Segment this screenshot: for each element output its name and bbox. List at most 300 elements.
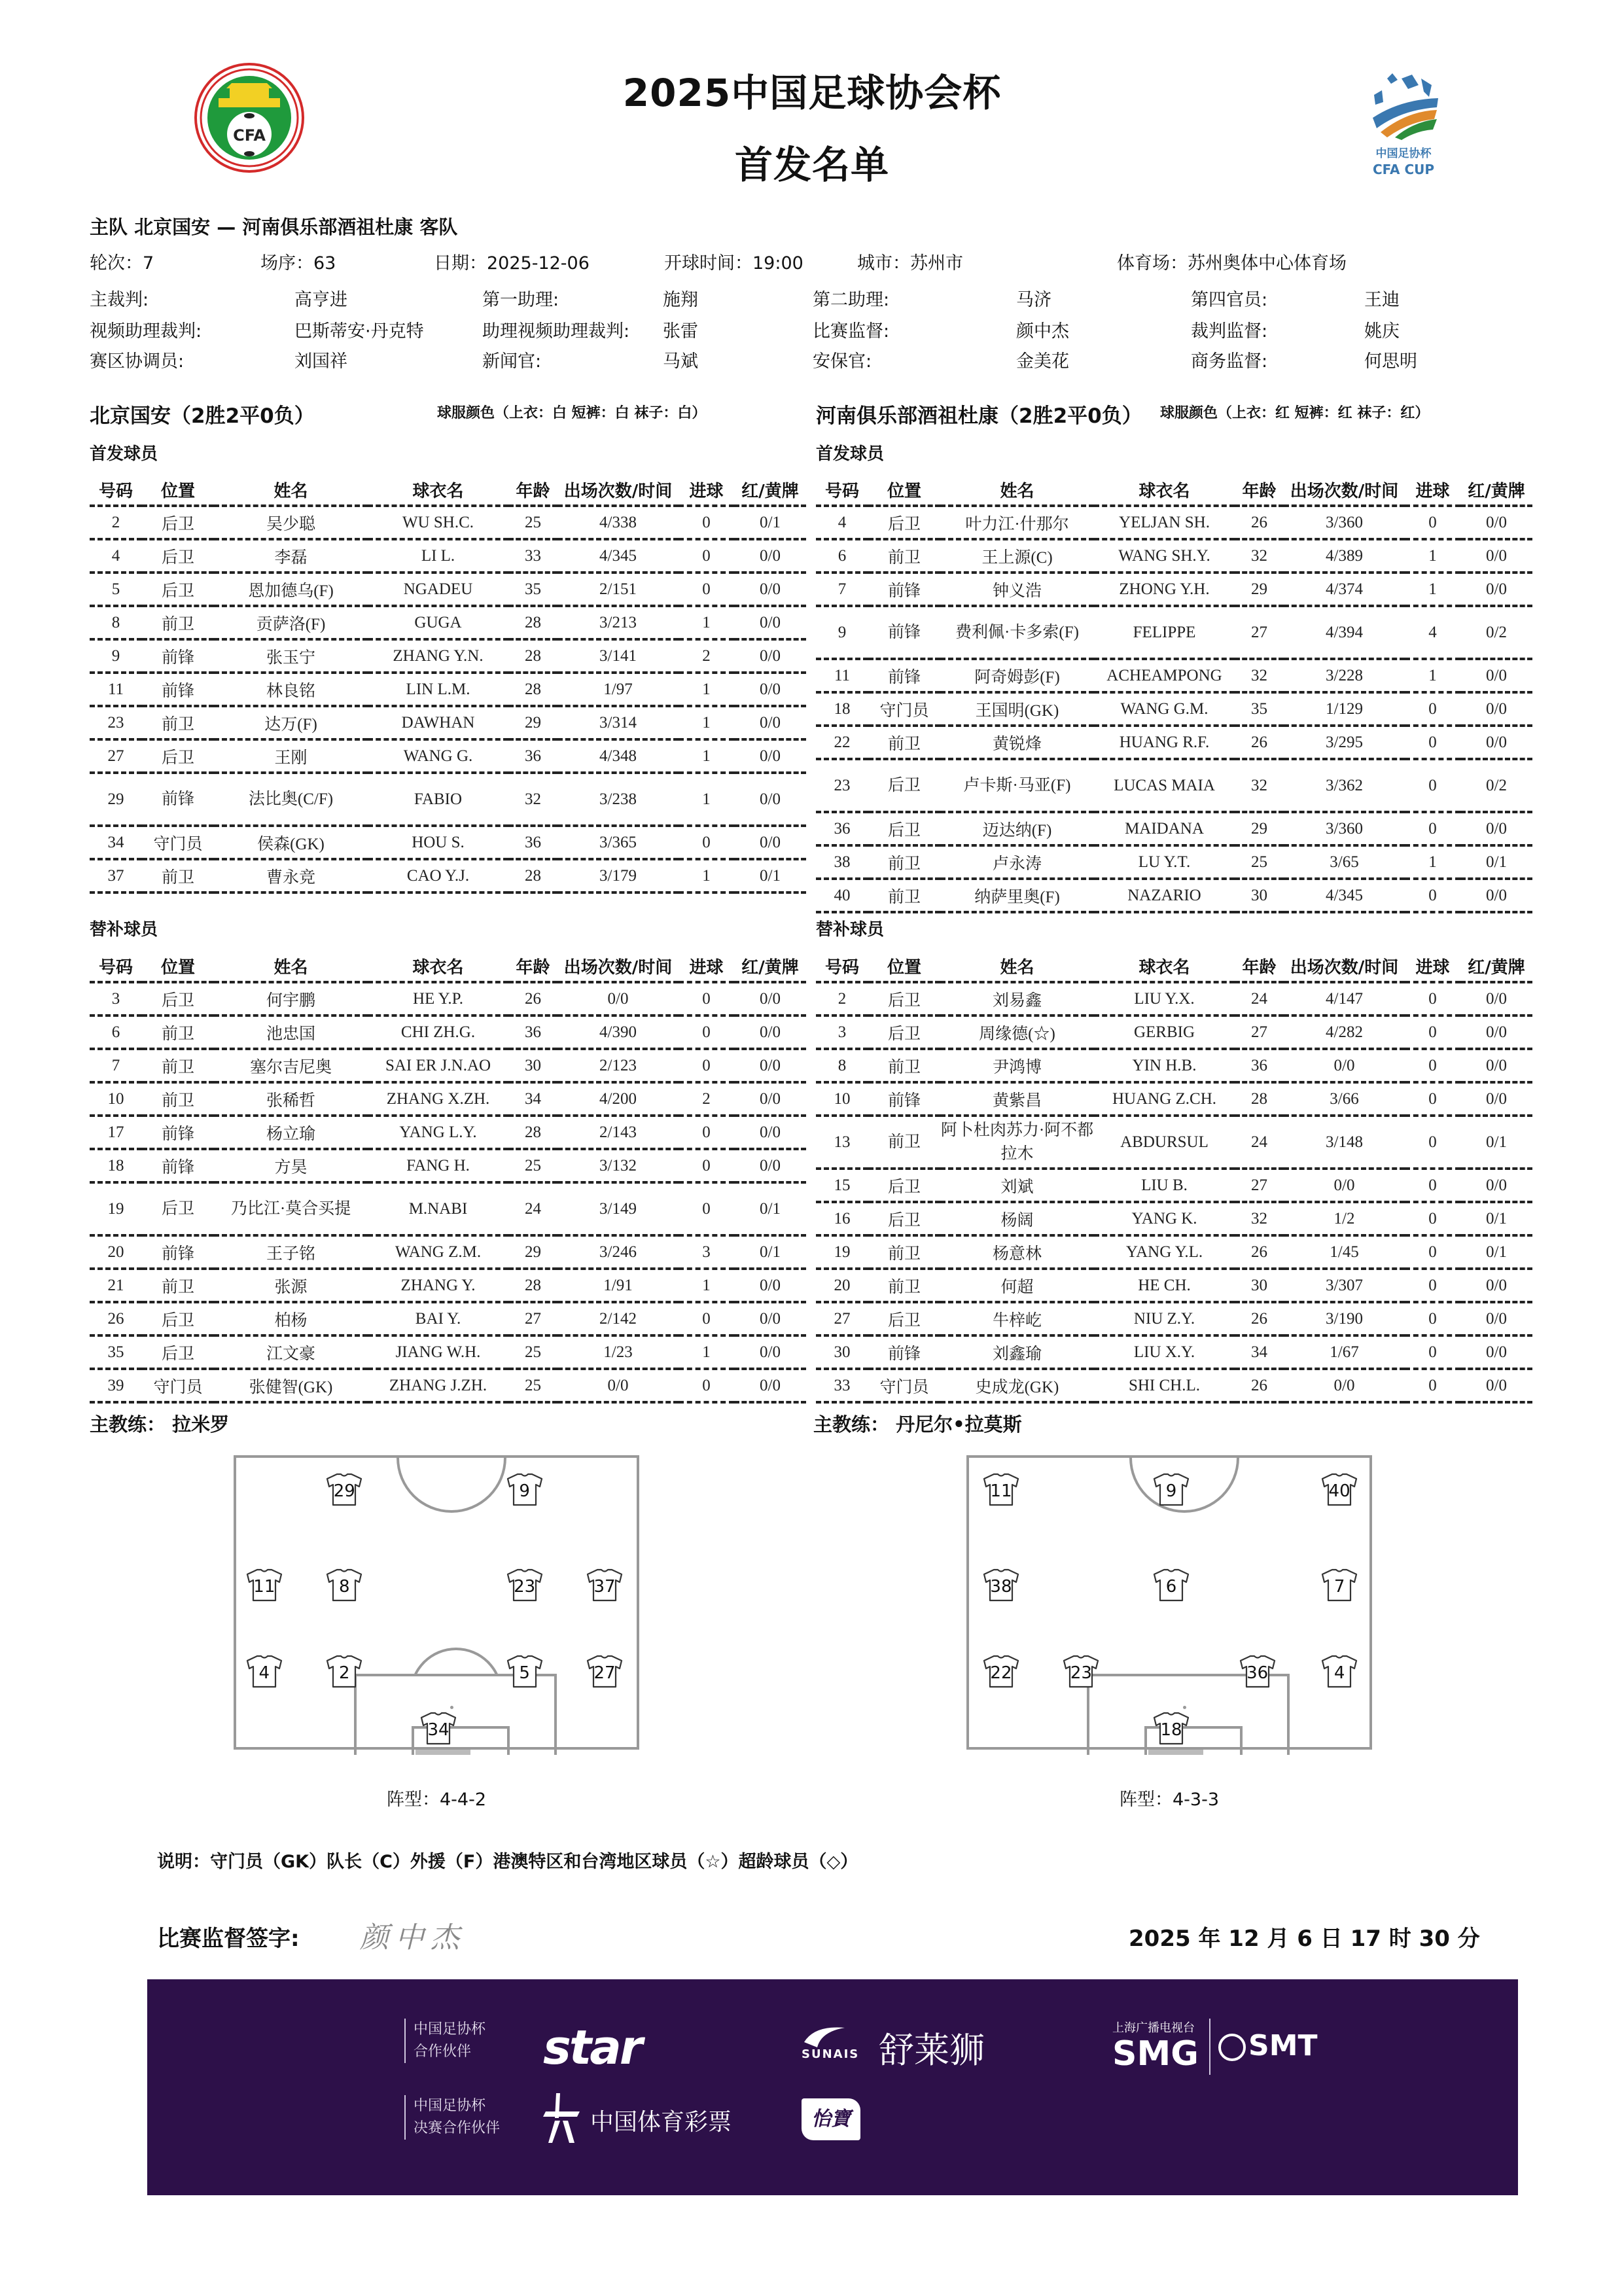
- table-cell: 0/0: [734, 673, 806, 706]
- table-cell: 30: [816, 1335, 868, 1369]
- table-row: [816, 539, 1532, 573]
- table-row: [90, 826, 806, 859]
- away-subs-table: [816, 951, 1532, 1404]
- table-cell: 4/348: [557, 739, 679, 773]
- table-cell: 0/0: [734, 573, 806, 606]
- away-starters-table: [816, 474, 1532, 913]
- table-cell: 0: [1405, 1049, 1460, 1082]
- table-row: [90, 639, 806, 673]
- table-cell: HOU S.: [368, 826, 508, 859]
- table-cell: 4/282: [1284, 1016, 1405, 1049]
- table-cell: 0/0: [734, 1302, 806, 1335]
- page-title: 2025中国足球协会杯: [622, 71, 1002, 115]
- table-cell: 1/23: [557, 1335, 679, 1369]
- table-cell: SAI ER J.N.AO: [368, 1049, 508, 1082]
- table-cell: 0: [1405, 1302, 1460, 1335]
- away-kit-colors: 球服颜色（上衣：红 短裤：红 袜子：红）: [1160, 405, 1430, 421]
- table-cell: 36: [508, 739, 557, 773]
- player-shirt-icon: [982, 1472, 1020, 1506]
- official-label: 第一助理:: [482, 290, 559, 310]
- official-value: 施翔: [663, 290, 698, 310]
- table-cell: 前卫: [142, 606, 214, 639]
- table-cell: 何宇鹏: [214, 982, 368, 1016]
- table-cell: 24: [1235, 982, 1284, 1016]
- table-cell: 3/149: [557, 1182, 679, 1235]
- table-cell: 0/0: [1460, 1049, 1532, 1082]
- table-row: [90, 1149, 806, 1182]
- table-cell: 前锋: [142, 673, 214, 706]
- table-cell: 30: [1235, 1269, 1284, 1302]
- official-label: 安保官:: [813, 351, 872, 372]
- table-cell: HE CH.: [1094, 1269, 1235, 1302]
- official-value: 刘国祥: [294, 351, 347, 372]
- table-cell: 2/151: [557, 573, 679, 606]
- table-cell: 5: [90, 573, 142, 606]
- table-cell: 2/142: [557, 1302, 679, 1335]
- table-cell: LIU X.Y.: [1094, 1335, 1235, 1369]
- column-header: 球衣名: [368, 951, 508, 982]
- table-cell: 2: [679, 1082, 734, 1116]
- player-shirt-icon: [245, 1568, 283, 1602]
- table-cell: 23: [90, 706, 142, 739]
- table-cell: 0: [1405, 1169, 1460, 1202]
- table-cell: 1: [679, 706, 734, 739]
- table-row: [90, 1302, 806, 1335]
- table-cell: 0: [1405, 1016, 1460, 1049]
- table-cell: 38: [816, 845, 868, 879]
- table-cell: 刘易鑫: [940, 982, 1094, 1016]
- table-cell: 0/0: [734, 739, 806, 773]
- table-cell: 3/190: [1284, 1302, 1405, 1335]
- table-row: [90, 1335, 806, 1369]
- table-cell: 0/0: [1460, 1369, 1532, 1402]
- table-cell: 0/1: [1460, 845, 1532, 879]
- table-cell: 后卫: [868, 982, 940, 1016]
- player-shirt-icon: [1152, 1472, 1190, 1506]
- column-header: 红/黄牌: [734, 474, 806, 506]
- table-cell: NAZARIO: [1094, 879, 1235, 912]
- table-cell: 0: [1405, 726, 1460, 759]
- table-cell: 前锋: [142, 1235, 214, 1269]
- table-cell: 0: [1405, 506, 1460, 539]
- table-cell: 8: [816, 1049, 868, 1082]
- table-header: [816, 951, 1532, 982]
- table-cell: 3/132: [557, 1149, 679, 1182]
- table-cell: 2: [816, 982, 868, 1016]
- city: 城市：苏州市: [857, 253, 963, 274]
- table-cell: 0/0: [1460, 1269, 1532, 1302]
- table-cell: 0/0: [734, 1149, 806, 1182]
- player-shirt-icon: [1152, 1711, 1190, 1745]
- table-cell: 26: [1235, 506, 1284, 539]
- match-number: 场序：63: [260, 253, 336, 274]
- official-value: 何思明: [1364, 351, 1417, 372]
- table-cell: 34: [90, 826, 142, 859]
- table-cell: YIN H.B.: [1094, 1049, 1235, 1082]
- player-shirt-icon: [1320, 1654, 1358, 1688]
- column-header: 红/黄牌: [1460, 951, 1532, 982]
- final-partner-label: [404, 2095, 500, 2140]
- table-cell: WANG SH.Y.: [1094, 539, 1235, 573]
- table-cell: LU Y.T.: [1094, 845, 1235, 879]
- table-cell: 后卫: [142, 506, 214, 539]
- home-starters-table: [90, 474, 806, 894]
- table-cell: WANG Z.M.: [368, 1235, 508, 1269]
- table-cell: 32: [1235, 539, 1284, 573]
- table-row: [816, 1369, 1532, 1402]
- sponsor-banner: [147, 1979, 1518, 2195]
- table-cell: 杨意林: [940, 1235, 1094, 1269]
- table-cell: 林良铭: [214, 673, 368, 706]
- table-cell: 张玉宁: [214, 639, 368, 673]
- table-cell: 4/345: [1284, 879, 1405, 912]
- table-row: [90, 859, 806, 892]
- table-cell: 2: [90, 506, 142, 539]
- table-cell: 17: [90, 1116, 142, 1149]
- player-number: 18: [1160, 1720, 1182, 1740]
- table-cell: LIU Y.X.: [1094, 982, 1235, 1016]
- table-cell: 前卫: [868, 726, 940, 759]
- player-number: 37: [593, 1576, 616, 1597]
- table-cell: 36: [508, 1016, 557, 1049]
- official-value: 巴斯蒂安·丹克特: [294, 321, 424, 342]
- table-cell: 0: [1405, 982, 1460, 1016]
- table-cell: M.NABI: [368, 1182, 508, 1235]
- table-cell: 28: [508, 859, 557, 892]
- table-cell: 9: [90, 639, 142, 673]
- column-header: 出场次数/时间: [557, 474, 679, 506]
- table-cell: 20: [816, 1269, 868, 1302]
- table-cell: 0/0: [1460, 506, 1532, 539]
- table-cell: 24: [508, 1182, 557, 1235]
- table-cell: 28: [508, 606, 557, 639]
- home-kit-colors: 球服颜色（上衣：白 短裤：白 袜子：白）: [437, 405, 707, 421]
- table-cell: ZHANG Y.: [368, 1269, 508, 1302]
- home-team-title: 北京国安（2胜2平0负）: [90, 404, 315, 428]
- table-cell: 27: [90, 739, 142, 773]
- divider: [1209, 2019, 1210, 2075]
- table-cell: 0/0: [734, 826, 806, 859]
- official-label: 主裁判:: [90, 290, 149, 310]
- table-cell: ACHEAMPONG: [1094, 659, 1235, 692]
- table-cell: ZHONG Y.H.: [1094, 573, 1235, 606]
- table-cell: 后卫: [142, 1182, 214, 1235]
- table-cell: 4/200: [557, 1082, 679, 1116]
- table-cell: 25: [1235, 845, 1284, 879]
- table-cell: 19: [90, 1182, 142, 1235]
- table-cell: 3/360: [1284, 812, 1405, 845]
- table-cell: 0: [679, 539, 734, 573]
- player-number: 11: [990, 1481, 1012, 1501]
- signature-datetime: 2025 年 12 月 6 日 17 时 30 分: [1129, 1926, 1480, 1952]
- table-cell: BAI Y.: [368, 1302, 508, 1335]
- table-cell: 0: [679, 1016, 734, 1049]
- player-shirt-icon: [982, 1654, 1020, 1688]
- table-cell: 前锋: [142, 639, 214, 673]
- table-cell: 28: [508, 1269, 557, 1302]
- table-cell: 3/213: [557, 606, 679, 639]
- column-header: 姓名: [940, 951, 1094, 982]
- table-cell: 32: [508, 773, 557, 826]
- table-cell: 江文豪: [214, 1335, 368, 1369]
- table-cell: 守门员: [868, 692, 940, 726]
- table-cell: 11: [816, 659, 868, 692]
- table-cell: 0: [1405, 1202, 1460, 1235]
- table-cell: 1: [679, 1335, 734, 1369]
- penalty-spot: [1183, 1706, 1186, 1709]
- player-number: 9: [1165, 1481, 1177, 1501]
- partner-label: [404, 2019, 485, 2063]
- table-cell: 1: [1405, 845, 1460, 879]
- column-header: 球衣名: [1094, 951, 1235, 982]
- table-cell: CAO Y.J.: [368, 859, 508, 892]
- table-cell: 吴少聪: [214, 506, 368, 539]
- table-cell: 13: [816, 1116, 868, 1169]
- table-cell: 前卫: [142, 859, 214, 892]
- table-row: [816, 1116, 1532, 1169]
- table-cell: 0/0: [734, 1369, 806, 1402]
- table-cell: FELIPPE: [1094, 606, 1235, 659]
- table-cell: 1: [679, 606, 734, 639]
- table-cell: 26: [508, 982, 557, 1016]
- table-cell: FANG H.: [368, 1149, 508, 1182]
- table-cell: 黄紫昌: [940, 1082, 1094, 1116]
- table-cell: 27: [816, 1302, 868, 1335]
- table-cell: 前锋: [868, 659, 940, 692]
- table-cell: LUCAS MAIA: [1094, 759, 1235, 812]
- table-cell: 池忠国: [214, 1016, 368, 1049]
- table-cell: 32: [1235, 659, 1284, 692]
- table-cell: 25: [508, 1335, 557, 1369]
- table-cell: 25: [508, 1149, 557, 1182]
- table-cell: 前卫: [868, 879, 940, 912]
- table-cell: 前卫: [868, 1269, 940, 1302]
- table-cell: JIANG W.H.: [368, 1335, 508, 1369]
- table-cell: 3/141: [557, 639, 679, 673]
- table-row: [816, 573, 1532, 606]
- table-cell: 29: [508, 706, 557, 739]
- table-cell: 0/0: [1460, 573, 1532, 606]
- away-starters-label: 首发球员: [816, 444, 885, 464]
- column-header: 号码: [816, 474, 868, 506]
- table-cell: HUANG R.F.: [1094, 726, 1235, 759]
- smg-text: SMG: [1112, 2034, 1199, 2074]
- center-circle: [397, 1455, 506, 1513]
- table-row: [90, 982, 806, 1016]
- table-row: [816, 1202, 1532, 1235]
- table-cell: 史成龙(GK): [940, 1369, 1094, 1402]
- table-cell: 前卫: [142, 1016, 214, 1049]
- svg-text:CFA CUP: CFA CUP: [1372, 162, 1435, 177]
- table-cell: WU SH.C.: [368, 506, 508, 539]
- table-cell: 阿卜杜肉苏力·阿不都拉木: [940, 1116, 1094, 1169]
- column-header: 位置: [142, 951, 214, 982]
- table-row: [816, 1169, 1532, 1202]
- table-cell: 后卫: [142, 573, 214, 606]
- player-number: 4: [1333, 1663, 1345, 1684]
- table-cell: 0/0: [734, 1269, 806, 1302]
- table-cell: 19: [816, 1235, 868, 1269]
- table-cell: 6: [90, 1016, 142, 1049]
- away-team-title: 河南俱乐部酒祖杜康（2胜2平0负）: [816, 404, 1142, 428]
- table-cell: 0/1: [1460, 1202, 1532, 1235]
- player-shirt-icon: [325, 1472, 363, 1506]
- table-cell: 张稀哲: [214, 1082, 368, 1116]
- table-cell: 前锋: [142, 1149, 214, 1182]
- column-header: 年龄: [508, 951, 557, 982]
- table-cell: 后卫: [868, 1169, 940, 1202]
- table-cell: 0/0: [1460, 982, 1532, 1016]
- table-row: [90, 1182, 806, 1235]
- table-cell: 前锋: [868, 606, 940, 659]
- table-cell: 27: [1235, 1016, 1284, 1049]
- table-cell: 18: [90, 1149, 142, 1182]
- table-cell: 1/45: [1284, 1235, 1405, 1269]
- table-cell: 27: [508, 1302, 557, 1335]
- official-label: 赛区协调员:: [90, 351, 185, 372]
- table-row: [90, 1369, 806, 1402]
- table-cell: NIU Z.Y.: [1094, 1302, 1235, 1335]
- table-cell: 3/360: [1284, 506, 1405, 539]
- table-cell: 23: [816, 759, 868, 812]
- table-cell: FABIO: [368, 773, 508, 826]
- table-cell: 35: [90, 1335, 142, 1369]
- sports-lottery-logo: [543, 2092, 732, 2147]
- match-teams: 主队 北京国安 — 河南俱乐部酒祖杜康 客队: [90, 216, 458, 238]
- table-row: [816, 1269, 1532, 1302]
- table-cell: 周缘德(☆): [940, 1016, 1094, 1049]
- table-cell: 1: [1405, 659, 1460, 692]
- table-cell: 16: [816, 1202, 868, 1235]
- table-cell: 0/0: [1460, 1082, 1532, 1116]
- table-cell: 4/389: [1284, 539, 1405, 573]
- table-cell: 30: [508, 1049, 557, 1082]
- table-cell: 后卫: [142, 739, 214, 773]
- table-cell: 32: [1235, 759, 1284, 812]
- official-value: 马斌: [663, 351, 698, 372]
- table-cell: 3/307: [1284, 1269, 1405, 1302]
- table-cell: 张健智(GK): [214, 1369, 368, 1402]
- table-cell: 卢卡斯·马亚(F): [940, 759, 1094, 812]
- table-cell: 20: [90, 1235, 142, 1269]
- penalty-spot: [450, 1706, 453, 1709]
- table-cell: 3/362: [1284, 759, 1405, 812]
- official-label: 商务监督:: [1191, 351, 1268, 372]
- away-coach: 主教练： 丹尼尔•拉莫斯: [813, 1413, 1022, 1436]
- table-cell: 26: [1235, 1235, 1284, 1269]
- table-cell: 侯森(GK): [214, 826, 368, 859]
- player-shirt-icon: [1320, 1568, 1358, 1602]
- column-header: 年龄: [1235, 951, 1284, 982]
- table-cell: 28: [1235, 1082, 1284, 1116]
- table-row: [816, 812, 1532, 845]
- table-cell: 3: [679, 1235, 734, 1269]
- yibao-logo: [802, 2098, 860, 2140]
- table-cell: 0: [1405, 1335, 1460, 1369]
- table-cell: 0/1: [734, 1235, 806, 1269]
- table-cell: 黄锐烽: [940, 726, 1094, 759]
- table-cell: 曹永竞: [214, 859, 368, 892]
- table-row: [816, 1335, 1532, 1369]
- table-cell: 后卫: [868, 812, 940, 845]
- table-cell: 迈达纳(F): [940, 812, 1094, 845]
- table-cell: 1: [679, 673, 734, 706]
- table-cell: 刘斌: [940, 1169, 1094, 1202]
- table-cell: WANG G.M.: [1094, 692, 1235, 726]
- table-cell: 4: [1405, 606, 1460, 659]
- smt-text: [1218, 2029, 1318, 2062]
- table-cell: 28: [508, 639, 557, 673]
- table-cell: 前锋: [868, 1335, 940, 1369]
- table-row: [90, 506, 806, 539]
- svg-text:中国足协杯: 中国足协杯: [1375, 147, 1432, 160]
- partner-label-line: 合作伙伴: [414, 2043, 472, 2060]
- table-cell: 0/1: [1460, 1116, 1532, 1169]
- column-header: 球衣名: [1094, 474, 1235, 506]
- column-header: 出场次数/时间: [1284, 951, 1405, 982]
- table-cell: 18: [816, 692, 868, 726]
- player-number: 36: [1246, 1663, 1269, 1684]
- player-shirt-icon: [506, 1472, 544, 1506]
- table-cell: 26: [1235, 726, 1284, 759]
- table-cell: 前锋: [142, 773, 214, 826]
- column-header: 出场次数/时间: [1284, 474, 1405, 506]
- table-cell: 0: [1405, 759, 1460, 812]
- table-cell: 纳萨里奥(F): [940, 879, 1094, 912]
- table-cell: 王刚: [214, 739, 368, 773]
- player-number: 4: [258, 1663, 270, 1684]
- table-cell: 0: [679, 982, 734, 1016]
- table-cell: 1/67: [1284, 1335, 1405, 1369]
- player-number: 27: [593, 1663, 616, 1684]
- table-cell: 7: [816, 573, 868, 606]
- table-header: [90, 951, 806, 982]
- partner-label-line: 中国足协杯: [414, 2098, 486, 2114]
- table-cell: 22: [816, 726, 868, 759]
- table-cell: 29: [90, 773, 142, 826]
- home-subs-label: 替补球员: [90, 920, 158, 940]
- round: 轮次：7: [90, 253, 154, 274]
- sunais-cn: 舒莱狮: [879, 2030, 985, 2071]
- table-cell: 28: [508, 1116, 557, 1149]
- table-header: [90, 474, 806, 506]
- table-cell: 3/365: [557, 826, 679, 859]
- table-cell: 何超: [940, 1269, 1094, 1302]
- table-cell: 0: [1405, 879, 1460, 912]
- table-cell: ZHANG J.ZH.: [368, 1369, 508, 1402]
- table-cell: 乃比江·莫合买提: [214, 1182, 368, 1235]
- table-header: [816, 474, 1532, 506]
- table-cell: 27: [1235, 1169, 1284, 1202]
- table-cell: 10: [816, 1082, 868, 1116]
- column-header: 姓名: [940, 474, 1094, 506]
- table-cell: 0/2: [1460, 759, 1532, 812]
- table-cell: 前卫: [142, 1082, 214, 1116]
- table-cell: MAIDANA: [1094, 812, 1235, 845]
- table-cell: 0/0: [1460, 1016, 1532, 1049]
- table-cell: 3: [816, 1016, 868, 1049]
- column-header: 年龄: [1235, 474, 1284, 506]
- table-cell: 29: [508, 1235, 557, 1269]
- table-cell: 后卫: [142, 1335, 214, 1369]
- table-cell: 4/390: [557, 1016, 679, 1049]
- partner-label-line: 中国足协杯: [414, 2021, 486, 2038]
- table-cell: 1/97: [557, 673, 679, 706]
- player-number: 5: [519, 1663, 530, 1684]
- table-cell: 前卫: [142, 1049, 214, 1082]
- table-cell: SHI CH.L.: [1094, 1369, 1235, 1402]
- table-cell: 0: [1405, 1116, 1460, 1169]
